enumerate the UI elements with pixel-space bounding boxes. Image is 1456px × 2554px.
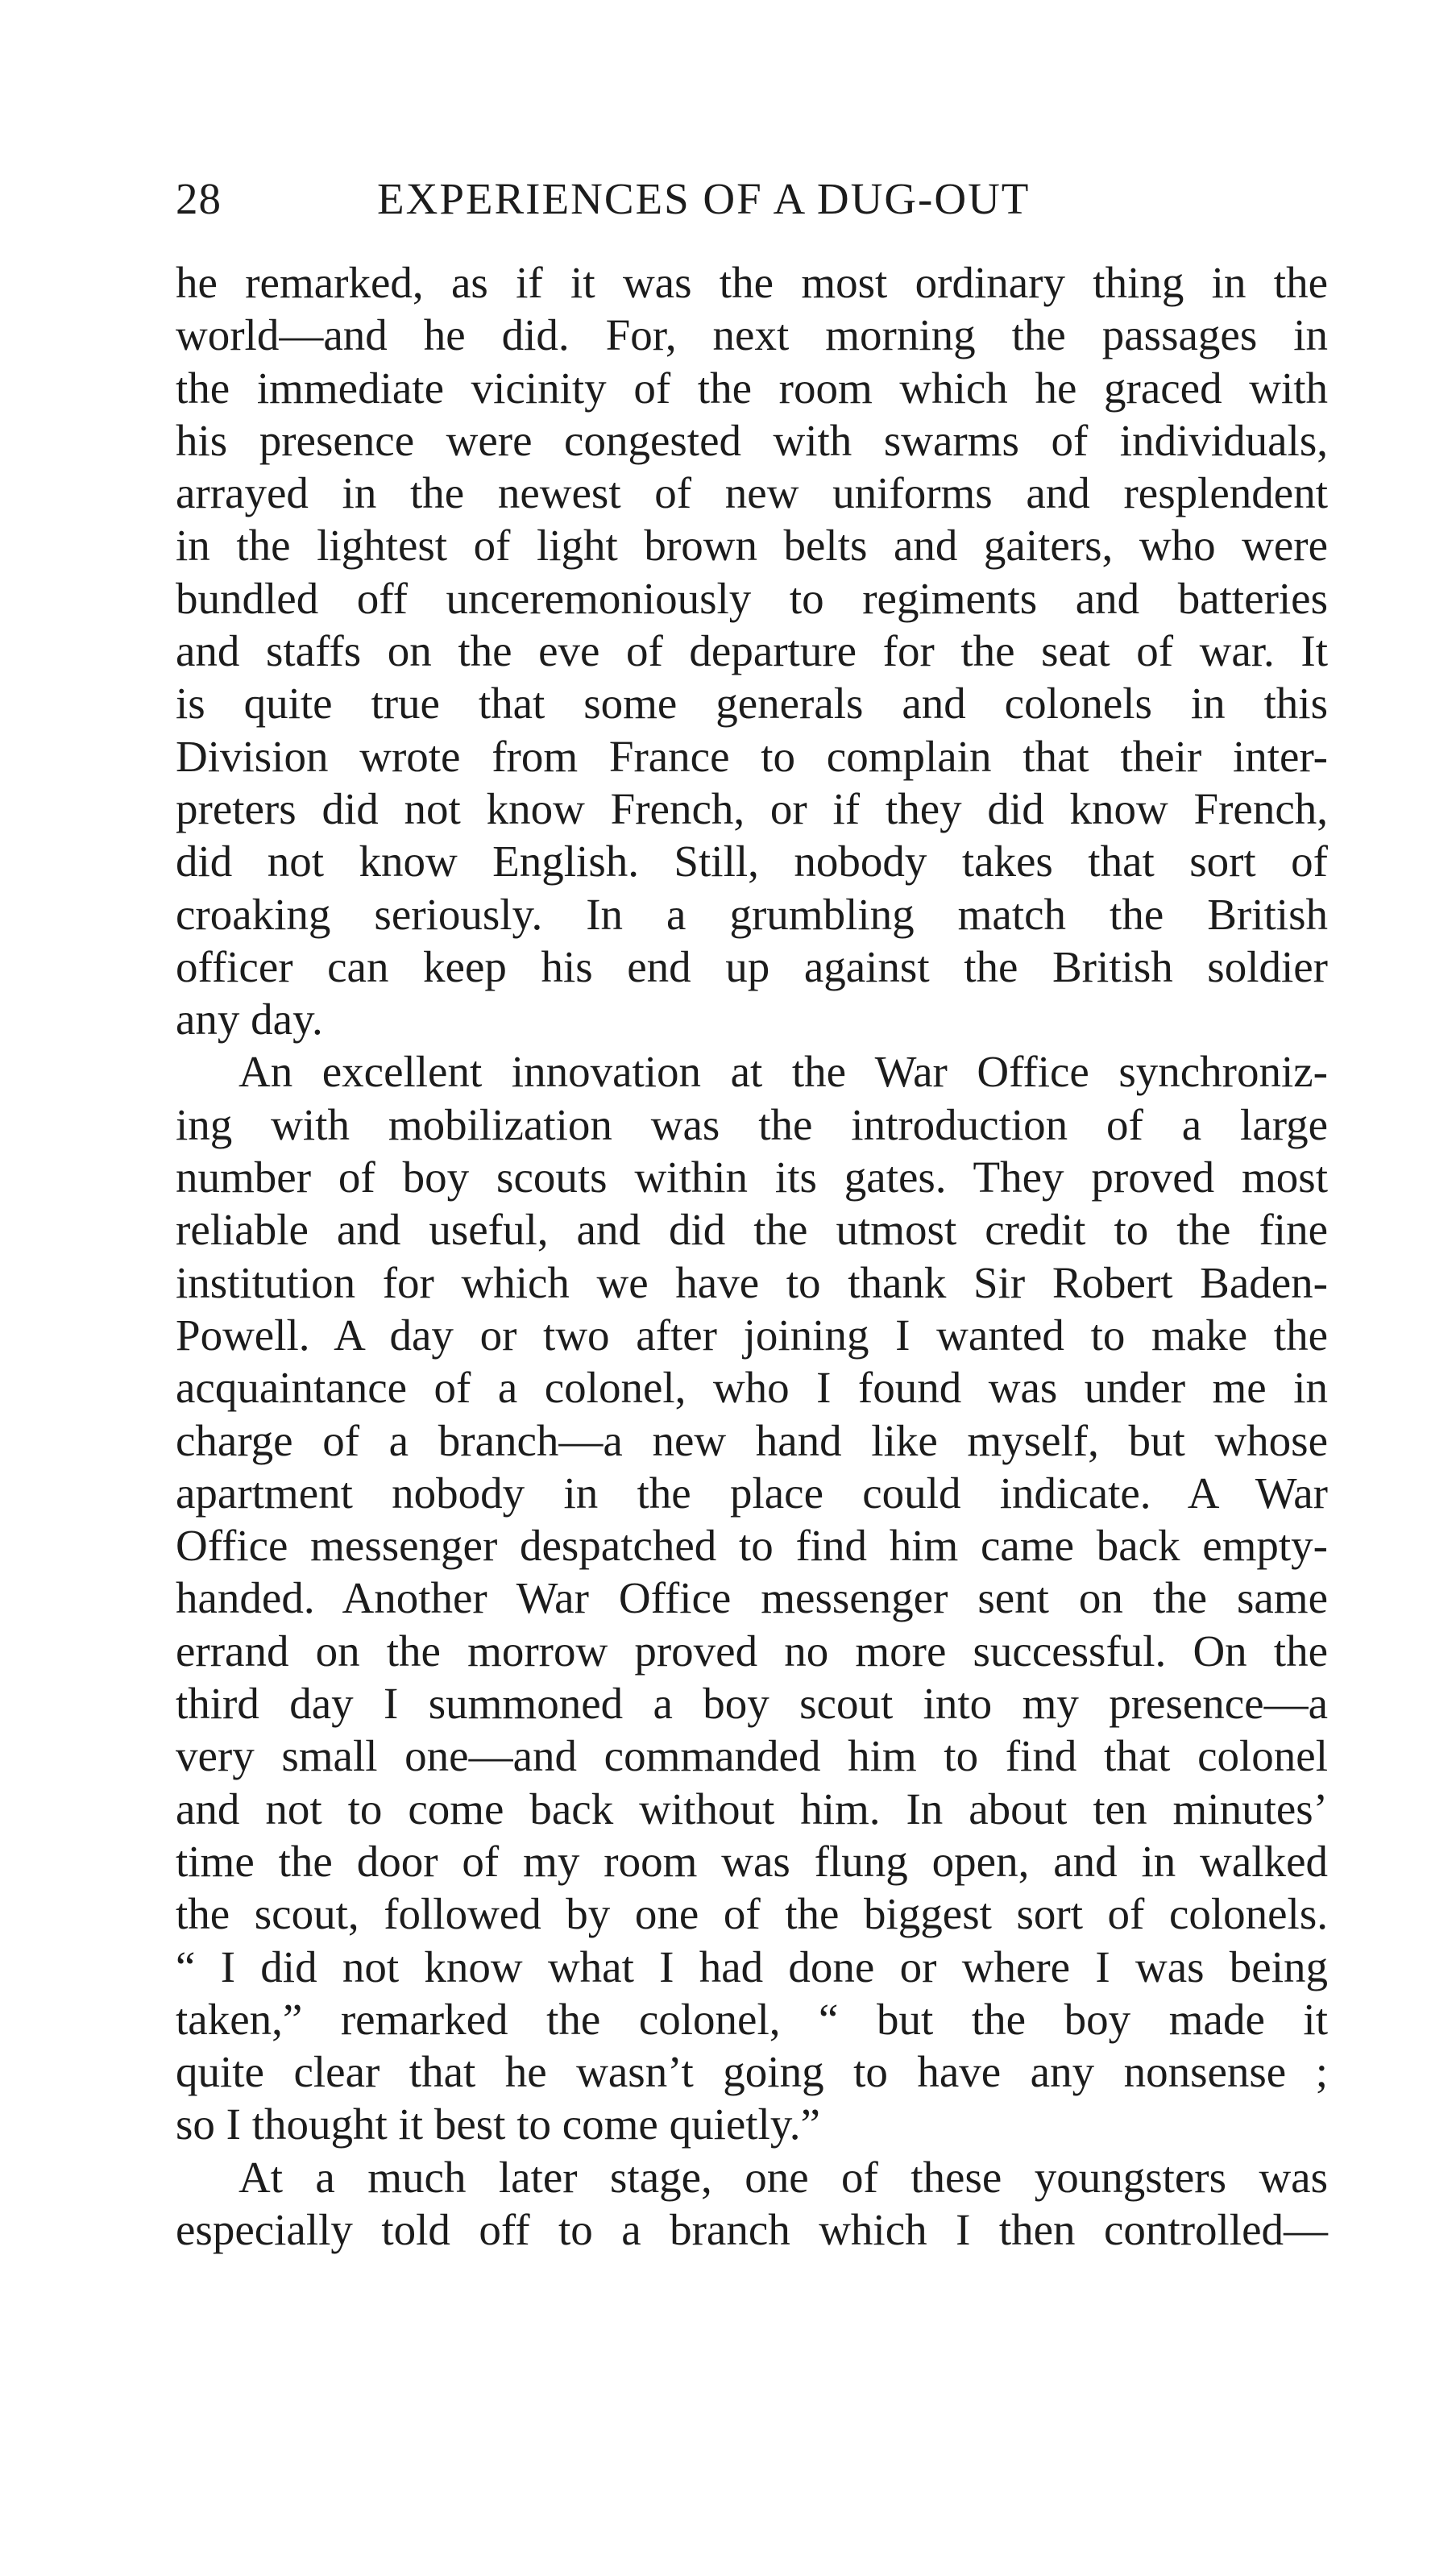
- text-line: errand on the morrow proved no more successful. On the: [176, 1626, 1328, 1676]
- text-line: did not know English. Still, nobody takes that sort of: [176, 837, 1328, 887]
- text-line: arrayed in the newest of new uniforms and resplendent: [176, 468, 1328, 518]
- text-line: especially told off to a branch which I then controlled—: [176, 2204, 1328, 2254]
- running-title: EXPERIENCES OF A DUG-OUT: [377, 174, 1031, 223]
- text-line: and staffs on the eve of departure for the seat of war. It: [176, 626, 1328, 676]
- running-head: [176, 171, 1328, 227]
- text-line: Powell. A day or two after joining I wanted to make the: [176, 1310, 1328, 1360]
- text-line: and not to come back without him. In about ten minutes’: [176, 1784, 1328, 1833]
- text-line: charge of a branch—a new hand like myself, but whose: [176, 1415, 1328, 1465]
- text-line: Office messenger despatched to find him came back empty-: [176, 1521, 1328, 1571]
- text-line: world—and he did. For, next morning the passages in: [176, 310, 1328, 360]
- text-line: croaking seriously. In a grumbling match the British: [176, 889, 1328, 939]
- text-line: quite clear that he wasn’t going to have any nonsense ;: [176, 2047, 1328, 2097]
- text-line: apartment nobody in the place could indicate. A War: [176, 1468, 1328, 1518]
- body-text: [176, 256, 1328, 2256]
- text-line: taken,” remarked the colonel, “ but the boy made it: [176, 1994, 1328, 2044]
- page-number: 28: [176, 174, 222, 223]
- text-line: officer can keep his end up against the British soldier: [176, 941, 1328, 991]
- paragraph-first-line: An excellent innovation at the War Office synchroniz-: [239, 1047, 1328, 1097]
- text-line: institution for which we have to thank Sir Robert Baden-: [176, 1257, 1328, 1307]
- text-line: number of boy scouts within its gates. They proved most: [176, 1152, 1328, 1202]
- paragraph-end-line: so I thought it best to come quietly.”: [176, 2099, 820, 2149]
- paragraph-first-line: At a much later stage, one of these youngsters was: [239, 2152, 1328, 2202]
- text-line: his presence were congested with swarms of individuals,: [176, 415, 1328, 465]
- text-line: the immediate vicinity of the room which he graced with: [176, 363, 1328, 413]
- text-line: handed. Another War Office messenger sent on the same: [176, 1573, 1328, 1623]
- text-line: is quite true that some generals and colonels in this: [176, 679, 1328, 729]
- text-line: ing with mobilization was the introduction of a large: [176, 1099, 1328, 1149]
- text-line: preters did not know French, or if they did know French,: [176, 783, 1328, 833]
- paragraph-end-line: any day.: [176, 995, 323, 1044]
- text-line: time the door of my room was flung open, and in walked: [176, 1836, 1328, 1886]
- text-line: third day I summoned a boy scout into my presence—a: [176, 1679, 1328, 1729]
- text-line: the scout, followed by one of the biggest sort of colonels.: [176, 1889, 1328, 1939]
- text-line: bundled off unceremoniously to regiments and batteries: [176, 573, 1328, 623]
- text-line: he remarked, as if it was the most ordinary thing in the: [176, 258, 1328, 307]
- text-line: reliable and useful, and did the utmost credit to the fine: [176, 1205, 1328, 1255]
- text-line: Division wrote from France to complain that their inter-: [176, 731, 1328, 781]
- text-line: in the lightest of light brown belts and gaiters, who were: [176, 521, 1328, 571]
- text-line: “ I did not know what I had done or where I was being: [176, 1941, 1328, 1991]
- text-line: very small one—and commanded him to find that colonel: [176, 1731, 1328, 1781]
- text-line: acquaintance of a colonel, who I found was under me in: [176, 1363, 1328, 1413]
